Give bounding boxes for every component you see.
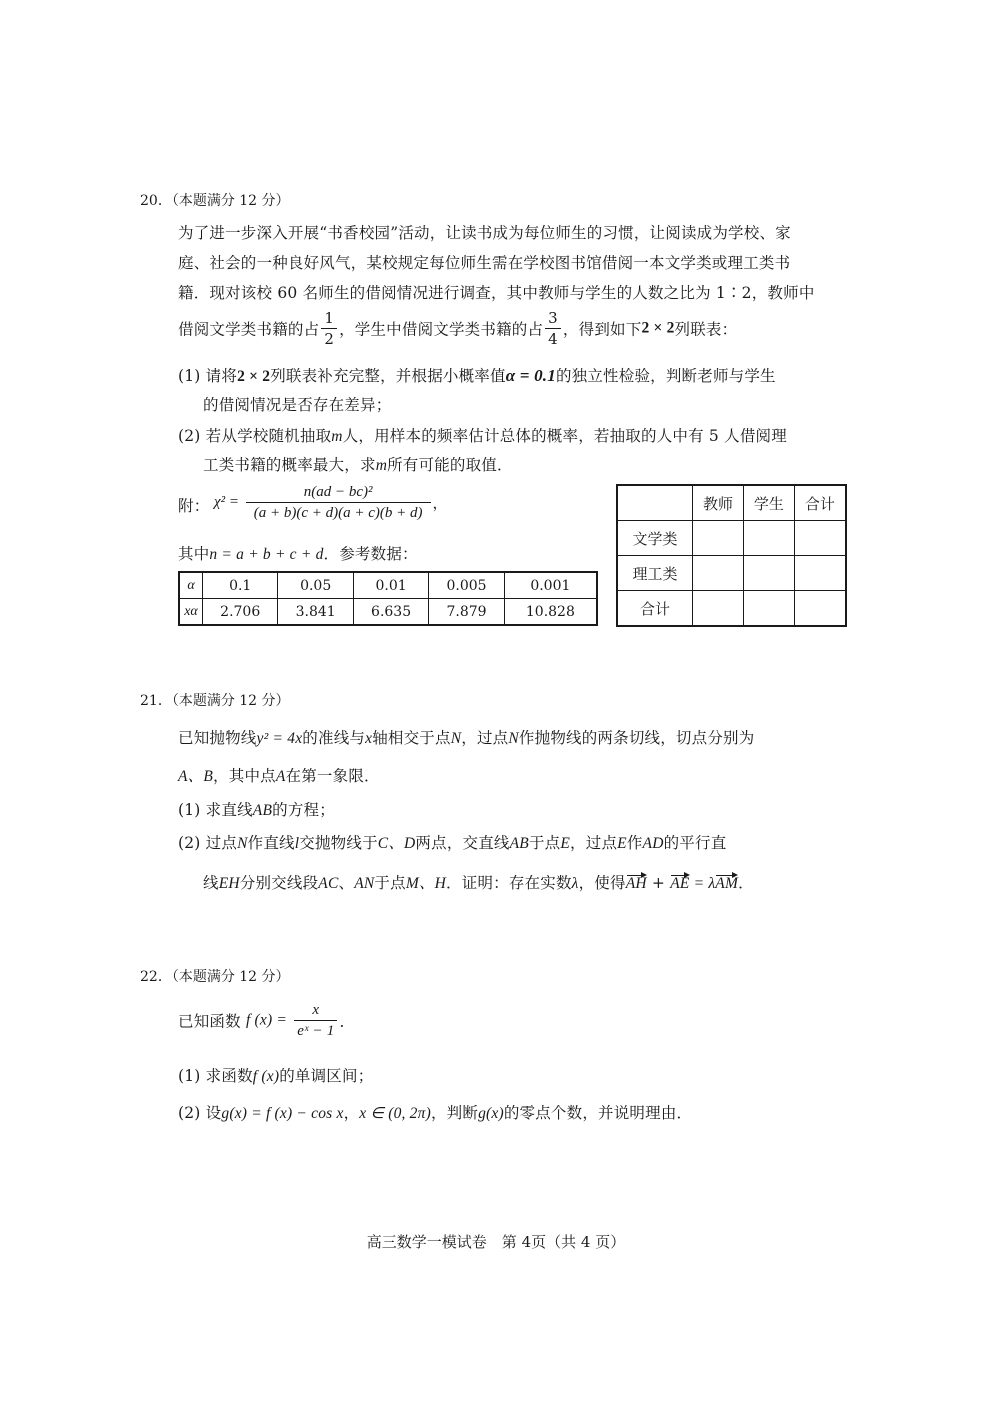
q20-heading: 20．（本题满分 12 分）	[140, 193, 290, 209]
chi-fraction	[246, 482, 431, 523]
q22-p2-g: g(x) = f (x) − cos x	[221, 1105, 344, 1122]
q21-l1-d: ，过点	[461, 729, 509, 747]
q21-p3-MH: M、H	[405, 875, 447, 892]
q21-l1-e: 作抛物线的两条切线，切点分别为	[518, 729, 755, 747]
q21-p2-e: 于点	[528, 834, 561, 852]
q20-part2-line1	[178, 424, 787, 446]
reference-data-table	[178, 571, 598, 626]
q20-p2-l2a: 工类书籍的概率最大，求	[203, 456, 376, 474]
q21-p3-AC: AC	[318, 875, 339, 892]
q21-p2-N: N	[237, 835, 248, 852]
q21-part1	[178, 798, 335, 820]
q20-para-line3: 籍．现对该校 60 名师生的借阅情况进行调查，其中教师与学生的人数之比为 1∶2，教师中	[178, 284, 815, 302]
q20-para-line1: 为了进一步深入开展“书香校园”活动，让读书成为每位师生的习惯，让阅读成为学校、家	[178, 224, 791, 242]
q21-heading: 21．（本题满分 12 分）	[140, 693, 290, 709]
q20-p1-a: (1) 请将	[178, 367, 238, 385]
q20-line4-b: ，学生中借阅文学类书籍的占	[339, 320, 544, 339]
q21-l2-a: ，其中点	[213, 767, 276, 785]
q22-heading: 22．（本题满分 12 分）	[140, 969, 290, 985]
frac1-den: 2	[324, 330, 335, 348]
fraction-one-half	[321, 308, 337, 349]
q21-l1-N2: N	[508, 730, 519, 747]
q20-para-line4	[178, 308, 737, 349]
ct-empty-cell	[693, 521, 744, 556]
q21-p3-lambda: λ	[571, 875, 579, 892]
ct-row	[617, 556, 846, 591]
ref-x-cell: 10.828	[504, 599, 597, 626]
vector-AE: AE	[670, 875, 690, 892]
ct-empty-cell	[743, 591, 794, 627]
q21-p2-d: 两点，交直线	[415, 834, 510, 852]
q22-line1	[178, 1000, 355, 1041]
q22-p2-g2: g(x)	[478, 1105, 504, 1122]
q21-p3-AN: AN	[354, 875, 375, 892]
q22-p1-b: 的单调区间；	[279, 1067, 374, 1085]
q21-p2-AB: AB	[509, 835, 529, 852]
q20-para-line2: 庭、社会的一种良好风气，某校规定每位师生需在学校图书馆借阅一本文学类或理工类书	[178, 254, 791, 272]
q21-p3-end: ．	[738, 874, 754, 892]
q22-fx: f (x) =	[245, 1011, 288, 1029]
q21-l2-b: 在第一象限．	[285, 767, 380, 785]
q21-part2-line2	[203, 871, 754, 893]
q21-l2-AB: A、B	[178, 768, 214, 785]
q21-part2-line1	[178, 831, 726, 853]
ref-alpha-cell: 0.1	[203, 572, 278, 599]
vector-AM: AM	[715, 875, 739, 892]
q20-part2-line2	[203, 453, 513, 475]
q22-l1-end: ．	[339, 1012, 356, 1031]
ref-row-label-alpha: α	[179, 572, 203, 599]
ct-empty-cell	[743, 521, 794, 556]
q21-p2-c: 交抛物线于	[299, 834, 378, 852]
q22-part1	[178, 1064, 373, 1086]
ct-col-header: 合计	[794, 485, 846, 521]
q20-p2-l2b: 所有可能的取值．	[387, 456, 513, 474]
q21-l2-A: A	[275, 768, 286, 785]
q21-p2-E: E	[560, 835, 571, 852]
ref-alpha-cell: 0.01	[353, 572, 428, 599]
q20-line4-table: 2 × 2	[641, 319, 675, 337]
q21-p2-b: 作直线	[247, 834, 295, 852]
q21-p3-b: 分别交线段	[239, 874, 319, 892]
ct-empty-cell	[794, 591, 846, 627]
frac2-num: 3	[545, 308, 561, 329]
q21-l1-c: 轴相交于点	[372, 729, 451, 747]
ct-row	[617, 591, 846, 627]
q21-line1	[178, 726, 754, 748]
q22-p2-d: 的零点个数，并说明理由．	[503, 1104, 693, 1122]
q22-p1-f: f (x)	[252, 1068, 280, 1085]
page-footer: 高三数学一模试卷 第 4页（共 4 页）	[366, 1233, 626, 1251]
ct-header-row	[617, 485, 846, 521]
ct-corner-cell	[617, 485, 693, 521]
chi-tail: ，	[432, 494, 448, 512]
q20-part1-line1	[178, 364, 776, 386]
q20-p2-b: 人，用样本的频率估计总体的概率，若抽取的人中有 5 人借阅理	[342, 427, 787, 445]
q21-l1-x: x	[365, 730, 373, 747]
q21-p1-a: (1) 求直线	[178, 801, 253, 819]
q21-plus: +	[646, 874, 671, 892]
ct-empty-cell	[693, 556, 744, 591]
ref-alpha-cell: 0.005	[429, 572, 504, 599]
ct-row-label: 合计	[617, 591, 693, 627]
q21-p1-AB: AB	[252, 802, 273, 819]
frac2-den: 4	[548, 330, 558, 348]
contingency-table	[616, 484, 847, 627]
q22-p1-a: (1) 求函数	[178, 1067, 253, 1085]
q21-p2-h: 的平行直	[663, 834, 727, 852]
chi-den: (a + b)(c + d)(a + c)(b + d)	[253, 505, 423, 521]
q22-p2-a: (2) 设	[178, 1104, 222, 1122]
q22-p2-c: ，判断	[430, 1104, 479, 1122]
q22-p2-b: ，	[343, 1104, 360, 1122]
chi-num: n(ad − bc)²	[246, 482, 431, 503]
where-b: ．参考数据：	[323, 545, 418, 563]
q20-p2-m: m	[331, 428, 343, 445]
ref-alpha-cell: 0.05	[278, 572, 353, 599]
q21-p1-b: 的方程；	[272, 801, 335, 819]
q21-p3-a: 线	[203, 874, 219, 892]
q22-l1-a: 已知函数	[178, 1012, 241, 1031]
ref-row-x	[179, 599, 597, 626]
q21-p3-f: ，使得	[578, 874, 626, 892]
q21-p2-E2: E	[617, 835, 627, 852]
q20-p1-alpha: α = 0.1	[505, 366, 556, 385]
q22-f-num: x	[294, 1000, 337, 1021]
q20-line4-d: 列联表：	[674, 320, 738, 339]
ct-row-label: 文学类	[617, 521, 693, 556]
q22-part2	[178, 1101, 692, 1123]
q21-p2-AD: AD	[642, 835, 664, 852]
q20-p1-c: 的独立性检验，判断老师与学生	[555, 367, 776, 385]
q20-line4-a: 借阅文学类书籍的占	[178, 320, 320, 339]
ref-x-cell: 2.706	[203, 599, 278, 626]
ct-col-header: 教师	[693, 485, 744, 521]
q21-p2-CD: C、D	[377, 835, 416, 852]
q21-p3-d: 于点	[374, 874, 406, 892]
q21-eq-lambda: = λ	[689, 875, 716, 892]
q22-fraction	[294, 1000, 337, 1041]
vector-AH: AH	[625, 875, 647, 892]
q20-p1-table: 2 × 2	[237, 368, 271, 385]
ref-row-alpha	[179, 572, 597, 599]
appendix-label: 附：	[178, 497, 210, 515]
q21-p2-f: ，过点	[570, 834, 618, 852]
ref-x-cell: 6.635	[353, 599, 428, 626]
ct-empty-cell	[693, 591, 744, 627]
ct-row-label: 理工类	[617, 556, 693, 591]
ref-alpha-cell: 0.001	[504, 572, 597, 599]
q21-l1-N: N	[450, 730, 462, 747]
q22-p2-domain: x ∈ (0, 2π)	[359, 1105, 431, 1122]
where-line	[178, 542, 418, 564]
q21-l1-a: 已知抛物线	[178, 729, 257, 747]
ref-x-cell: 7.879	[429, 599, 504, 626]
ct-empty-cell	[794, 556, 846, 591]
frac1-num: 1	[321, 308, 337, 329]
q21-l1-b: 的准线与	[302, 729, 366, 747]
where-expr: n = a + b + c + d	[209, 546, 324, 563]
where-a: 其中	[178, 545, 210, 563]
q22-f-den: eˣ − 1	[297, 1023, 335, 1039]
q21-p2-g: 作	[626, 834, 643, 852]
ref-row-label-x: xα	[179, 599, 203, 626]
ct-row	[617, 521, 846, 556]
q20-p2-l2m: m	[375, 457, 388, 474]
q20-part1-line2: 的借阅情况是否存在差异；	[203, 396, 392, 414]
q21-p2-a: (2) 过点	[178, 834, 238, 852]
q21-line2	[178, 764, 380, 786]
q21-p3-c: 、	[338, 874, 355, 892]
q21-p3-EH: EH	[218, 875, 240, 892]
fraction-three-quarters	[545, 308, 561, 349]
ct-empty-cell	[743, 556, 794, 591]
chi-lhs: χ² =	[214, 494, 239, 510]
ct-empty-cell	[794, 521, 846, 556]
q21-parabola-eq: y² = 4x	[256, 730, 303, 747]
q21-p3-e: ．证明：存在实数	[446, 874, 572, 892]
q20-p2-a: (2) 若从学校随机抽取	[178, 427, 332, 445]
ct-col-header: 学生	[743, 485, 794, 521]
q20-line4-c: ，得到如下	[562, 320, 642, 339]
q21-p2-l: l	[294, 835, 300, 852]
q20-p1-b: 列联表补充完整，并根据小概率值	[270, 367, 506, 385]
chi-square-formula	[214, 482, 448, 523]
ref-x-cell: 3.841	[278, 599, 353, 626]
